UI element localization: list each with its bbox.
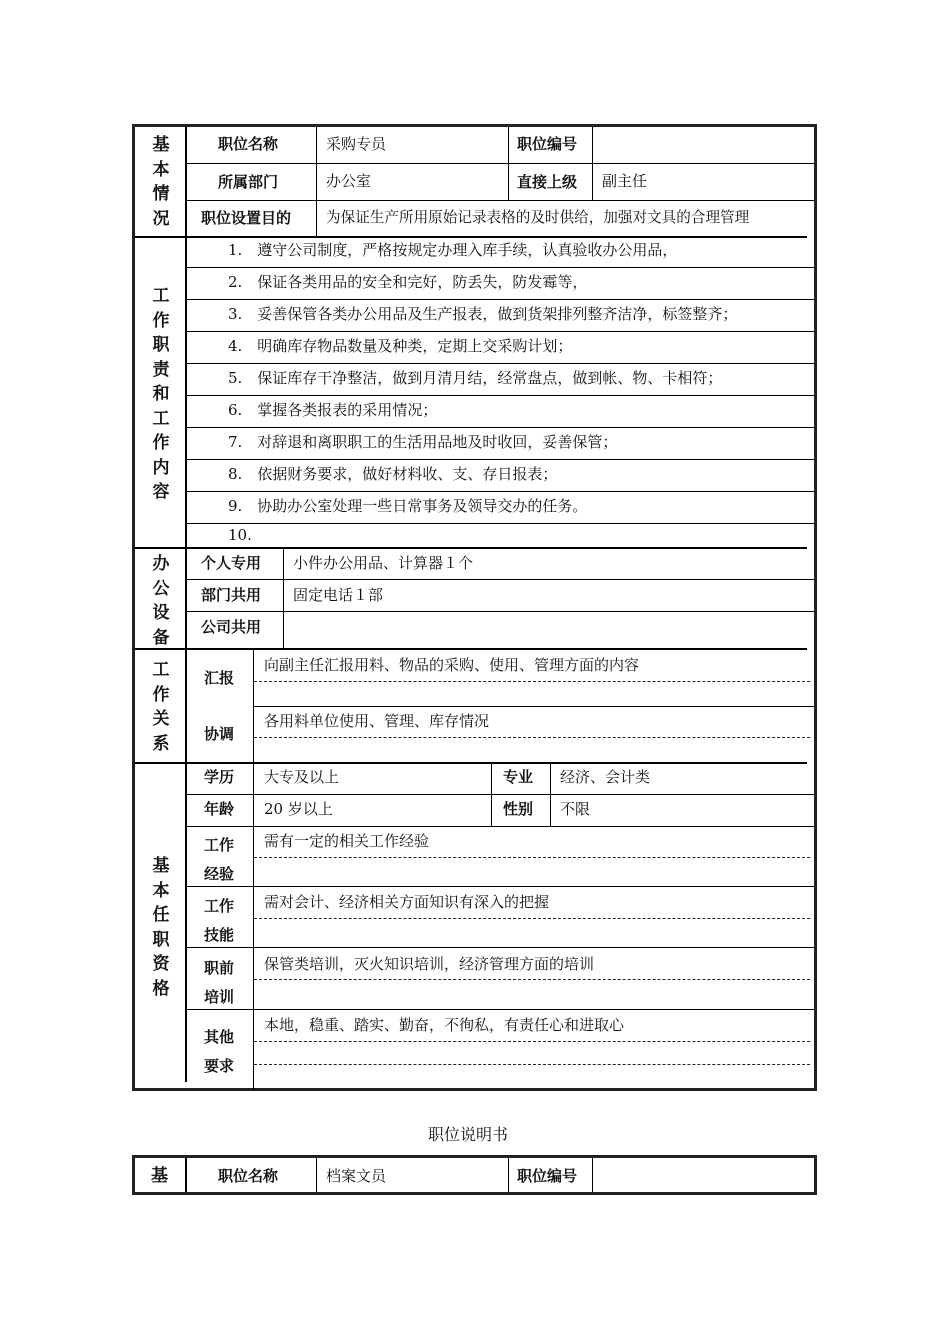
gender-label: 性别 xyxy=(503,800,534,818)
duty-item: 2. 保证各类用品的安全和完好，防丢失，防发霉等， xyxy=(228,273,588,291)
duty-item: 5. 保证库存干净整洁，做到月清月结，经常盘点，做到帐、物、卡相符； xyxy=(228,369,723,387)
dept-label: 所属部门 xyxy=(218,173,279,191)
position-name-value: 采购专员 xyxy=(326,135,387,153)
duty-item: 6. 掌握各类报表的采用情况； xyxy=(228,401,438,419)
superior-value: 副主任 xyxy=(602,172,648,190)
form2-section-label: 基 xyxy=(151,1166,168,1186)
education-value: 大专及以上 xyxy=(264,768,340,786)
section-label-qualifications: 基 本 任 职 资 格 xyxy=(152,856,170,999)
section-label-relations: 工 作 关 系 xyxy=(152,660,170,754)
duty-item: 3. 妥善保管各类办公用品及生产报表，做到货架排列整齐洁净，标签整齐； xyxy=(228,305,738,323)
dept-value: 办公室 xyxy=(326,172,372,190)
form2-position-no-label: 职位编号 xyxy=(517,1167,578,1185)
other-requirements-label: 其他 要求 xyxy=(204,1028,235,1075)
duty-item: 7. 对辞退和离职职工的生活用品地及时收回，妥善保管； xyxy=(228,433,618,451)
experience-value: 需有一定的相关工作经验 xyxy=(264,832,430,850)
section-label-duties: 工 作 职 责 和 工 作 内 容 xyxy=(152,286,170,502)
training-value: 保管类培训，灭火知识培训，经济管理方面的培训 xyxy=(264,955,595,973)
education-label: 学历 xyxy=(204,768,235,786)
coordinate-label: 协调 xyxy=(204,725,235,743)
skill-value: 需对会计、经济相关方面知识有深入的把握 xyxy=(264,893,550,911)
duty-item: 10. xyxy=(228,526,252,544)
form-outer-border xyxy=(132,124,817,1091)
duty-item: 9. 协助办公室处理一些日常事务及领导交办的任务。 xyxy=(228,497,588,515)
superior-label: 直接上级 xyxy=(517,173,578,191)
other-requirements-value: 本地，稳重、踏实、勤奋，不徇私，有责任心和进取心 xyxy=(264,1016,625,1034)
form2-position-name-value: 档案文员 xyxy=(326,1167,387,1185)
training-label: 职前 培训 xyxy=(204,959,235,1006)
purpose-label: 职位设置目的 xyxy=(201,209,292,227)
position-no-label: 职位编号 xyxy=(517,135,578,153)
duty-item: 4. 明确库存物品数量及种类，定期上交采购计划； xyxy=(228,337,573,355)
coordinate-value: 各用料单位使用、管理、库存情况 xyxy=(264,712,490,730)
major-value: 经济、会计类 xyxy=(560,768,651,786)
report-label: 汇报 xyxy=(204,669,235,687)
age-label: 年龄 xyxy=(204,800,235,818)
report-value: 向副主任汇报用料、物品的采购、使用、管理方面的内容 xyxy=(264,656,640,674)
company-shared-label: 公司共用 xyxy=(201,618,262,636)
page-title: 职位说明书 xyxy=(428,1125,509,1144)
gender-value: 不限 xyxy=(560,800,591,818)
section-label-equipment: 办 公 设 备 xyxy=(152,554,170,648)
experience-label: 工作 经验 xyxy=(204,836,235,883)
age-value: 20 岁以上 xyxy=(264,800,333,818)
dept-shared-label: 部门共用 xyxy=(201,586,262,604)
major-label: 专业 xyxy=(503,768,534,786)
skill-label: 工作 技能 xyxy=(204,897,235,944)
dept-shared-value: 固定电话１部 xyxy=(293,586,384,604)
duty-item: 8. 依据财务要求，做好材料收、支、存日报表； xyxy=(228,465,558,483)
section-label-basic: 基 本 情 况 xyxy=(152,135,170,229)
purpose-value: 为保证生产所用原始记录表格的及时供给，加强对文具的合理管理 xyxy=(326,209,750,226)
position-name-label: 职位名称 xyxy=(218,135,279,153)
personal-use-value: 小件办公用品、计算器１个 xyxy=(293,554,474,572)
form2-position-name-label: 职位名称 xyxy=(218,1167,279,1185)
duty-item: 1. 遵守公司制度，严格按规定办理入库手续，认真验收办公用品， xyxy=(228,241,678,259)
personal-use-label: 个人专用 xyxy=(201,554,262,572)
